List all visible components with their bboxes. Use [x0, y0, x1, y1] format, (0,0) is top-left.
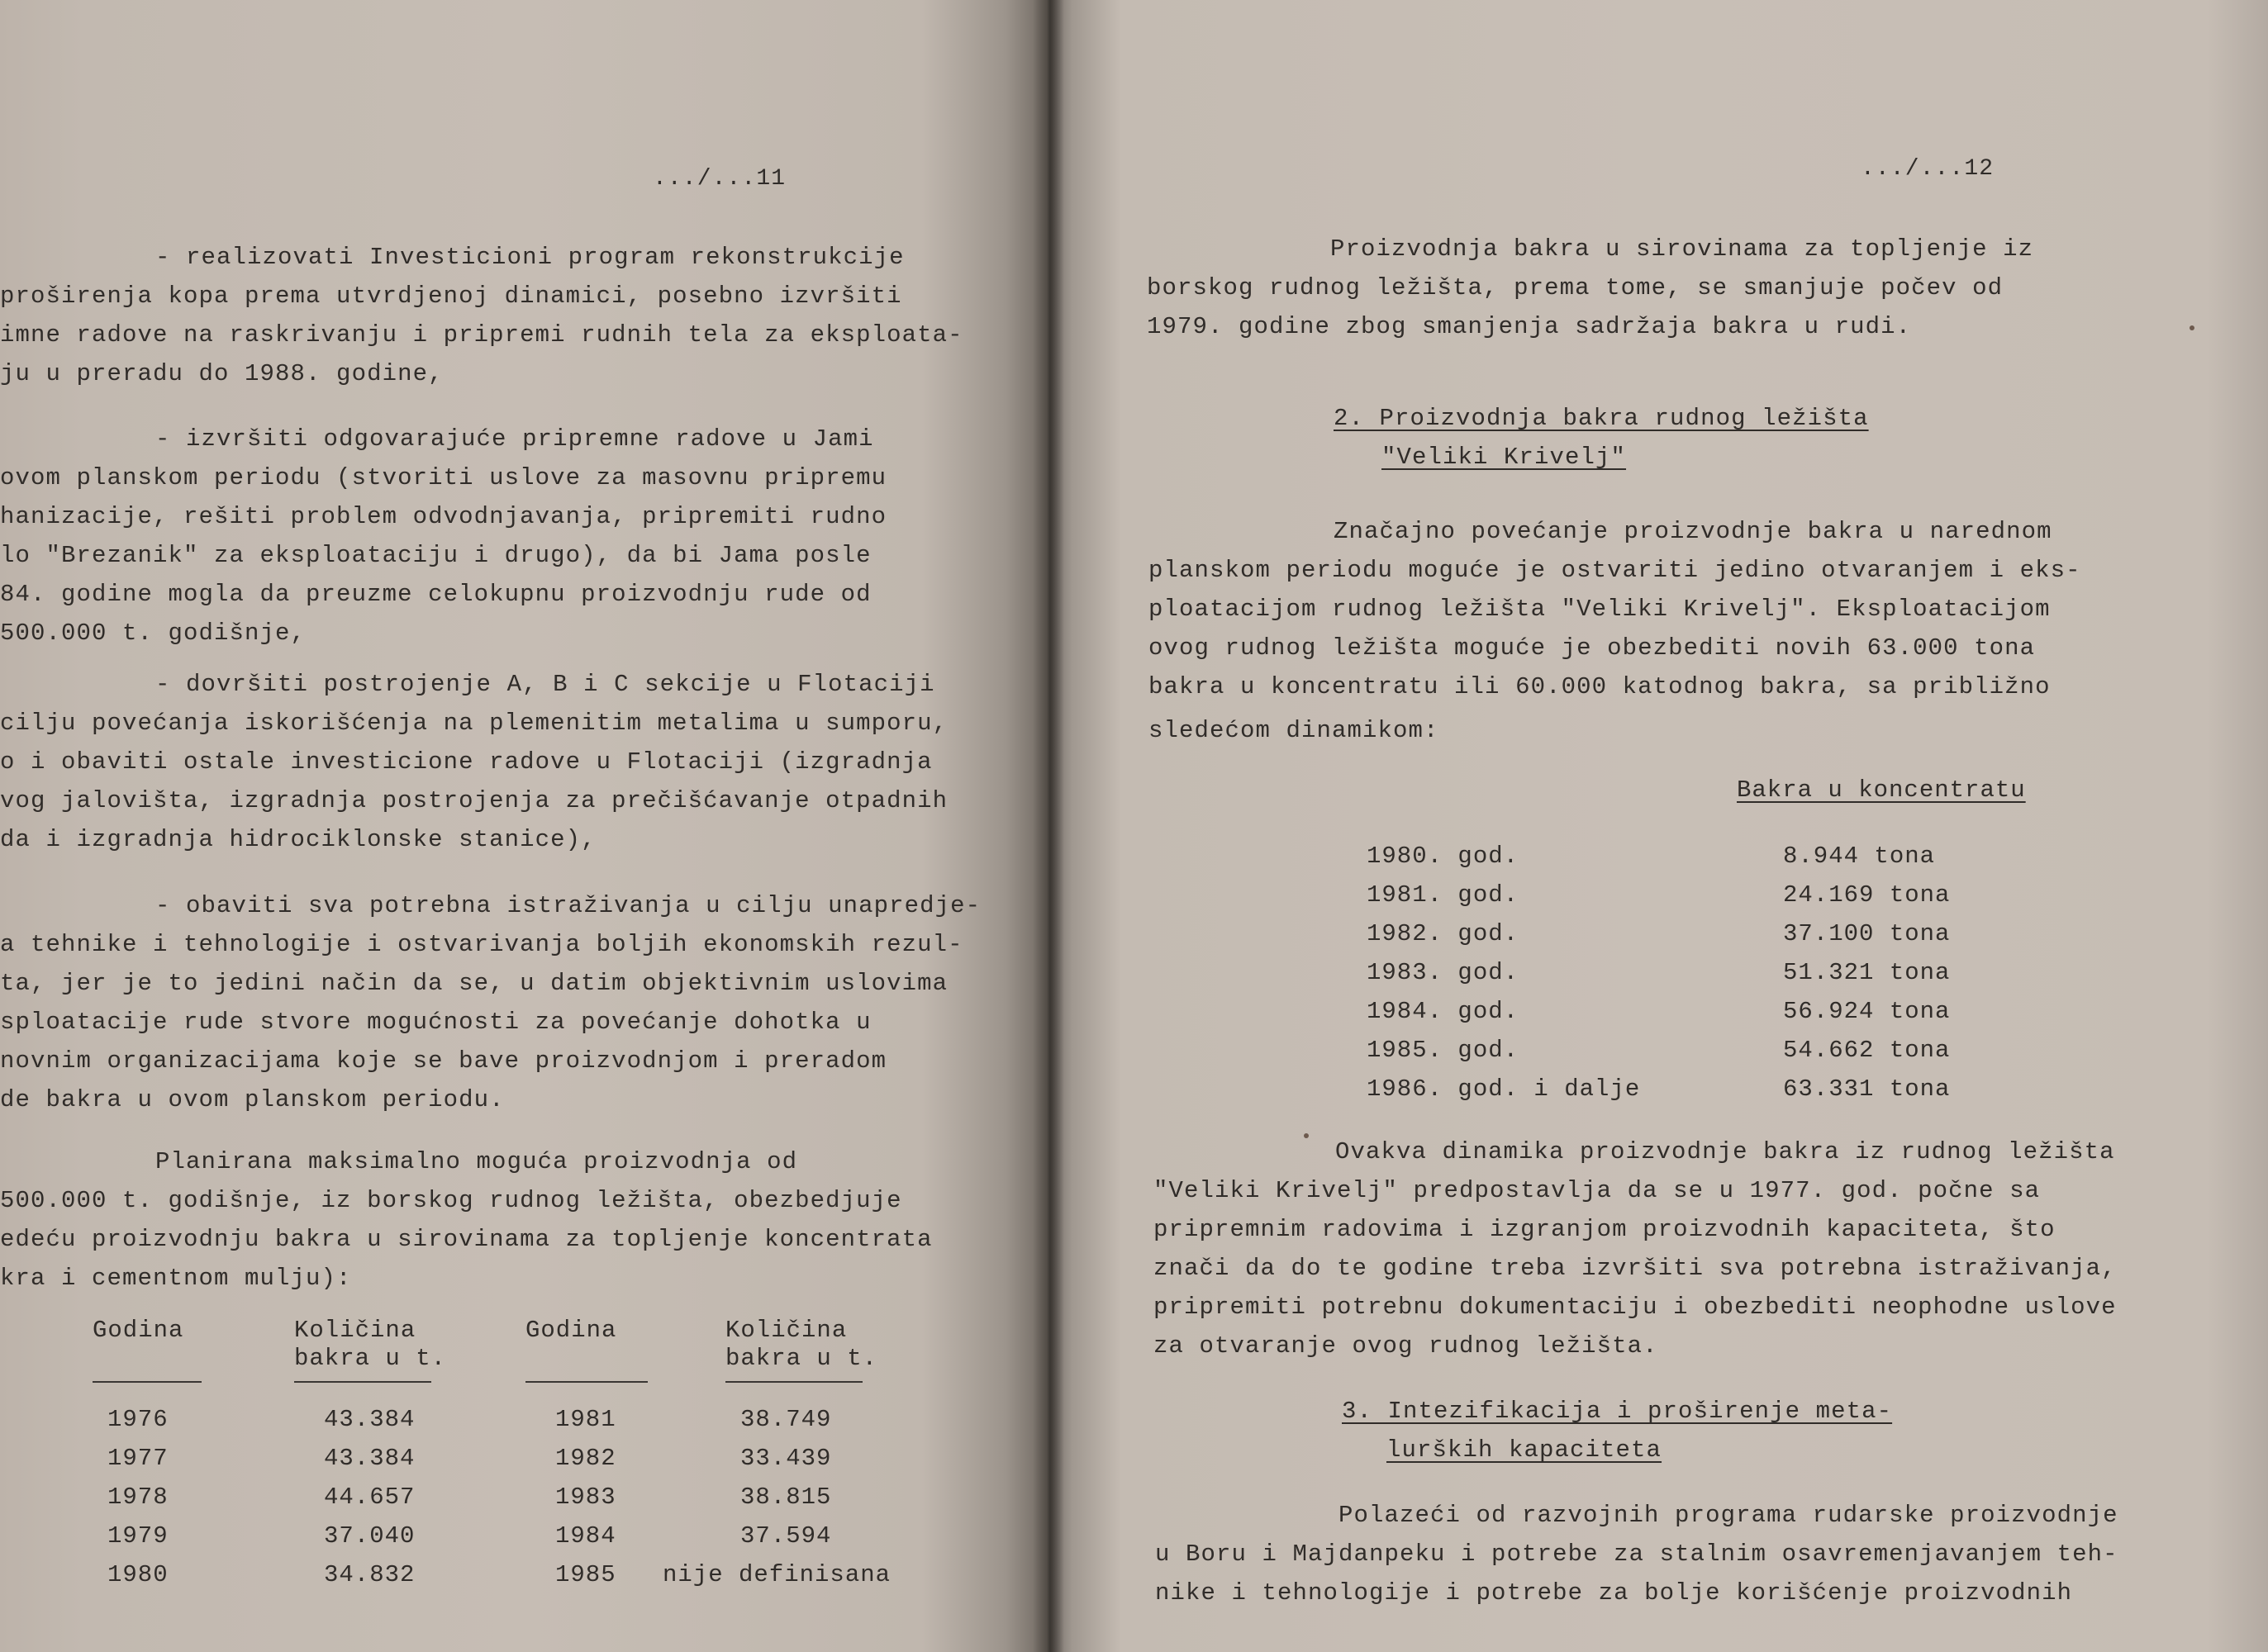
text-line: pripremiti potrebnu dokumentaciju i obezbediti neophodne uslove [1153, 1294, 2117, 1321]
text-line: - dovršiti postrojenje A, B i C sekcije u Flotaciji [155, 671, 935, 698]
section-heading: 3. Intezifikacija i proširenje meta- [1342, 1398, 1893, 1425]
table-cell: 37.040 [324, 1522, 416, 1550]
table-cell: 1981. god. [1367, 881, 1519, 909]
text-line: pripremnim radovima i izgranjom proizvodnih kapaciteta, što [1153, 1216, 2056, 1243]
text-line: Značajno povećanje proizvodnje bakra u narednom [1334, 518, 2052, 545]
text-line: sploatacije rude stvore mogućnosti za povećanje dohotka u [0, 1009, 872, 1036]
text-line: borskog rudnog ležišta, prema tome, se smanjuje počev od [1147, 274, 2004, 301]
table-cell: 8.944 tona [1783, 843, 1936, 870]
text-line: hanizacije, rešiti problem odvodnjavanja, pripremiti rudno [0, 503, 887, 530]
table-cell: 1981 [555, 1406, 616, 1433]
text-line: novnim organizacijama koje se bave proizvodnjom i preradom [0, 1047, 887, 1075]
table-cell: 37.594 [740, 1522, 832, 1550]
text-line: Ovakva dinamika proizvodnje bakra iz rudnog ležišta [1335, 1138, 2115, 1165]
text-line: u Boru i Majdanpeku i potrebe za stalnim osavremenjavanjem teh- [1155, 1540, 2118, 1568]
table-cell: 24.169 tona [1783, 881, 1951, 909]
text-line: cilju povećanja iskorišćenja na plemenitim metalima u sumporu, [0, 710, 949, 737]
text-line: 84. godine mogla da preuzme celokupnu proizvodnju rude od [0, 581, 872, 608]
text-line: de bakra u ovom planskom periodu. [0, 1086, 505, 1113]
text-line: za otvaranje ovog rudnog ležišta. [1153, 1332, 1658, 1360]
table-cell: 1979 [107, 1522, 169, 1550]
table-cell: 1980 [107, 1561, 169, 1588]
table-cell: 54.662 tona [1783, 1037, 1951, 1064]
text-line: nike i tehnologije i potrebe za bolje korišćenje proizvodnih [1155, 1579, 2073, 1607]
table-cell: 1976 [107, 1406, 169, 1433]
text-line: - realizovati Investicioni program rekonstrukcije [155, 244, 905, 271]
text-line: "Veliki Krivelj" predpostavlja da se u 1977. god. počne sa [1153, 1177, 2041, 1204]
text-line: ovom planskom periodu (stvoriti uslove za masovnu pripremu [0, 464, 887, 491]
table-header: Godina [93, 1317, 184, 1344]
text-line: ovog rudnog ležišta moguće je obezbediti novih 63.000 tona [1148, 634, 2036, 662]
table-header: Godina [525, 1317, 617, 1344]
text-line: vog jalovišta, izgradnja postrojenja za prečišćavanje otpadnih [0, 787, 949, 814]
table-cell: 1984 [555, 1522, 616, 1550]
text-line: planskom periodu moguće je ostvariti jedino otvaranjem i eks- [1148, 557, 2081, 584]
table-cell: 37.100 tona [1783, 920, 1951, 947]
table-header: Količina bakra u t. [294, 1317, 447, 1372]
table-cell: 63.331 tona [1783, 1075, 1951, 1103]
table-header: Količina bakra u t. [725, 1317, 878, 1372]
header-rule [294, 1381, 431, 1383]
table-cell: 1982 [555, 1445, 616, 1472]
text-line: proširenja kopa prema utvrdjenoj dinamici, posebno izvršiti [0, 282, 902, 310]
text-line: kra i cementnom mulju): [0, 1265, 352, 1292]
table-cell: 43.384 [324, 1406, 416, 1433]
text-line: ju u preradu do 1988. godine, [0, 360, 444, 387]
section-heading: "Veliki Krivelj" [1381, 444, 1627, 471]
left-page [0, 0, 1048, 1652]
text-line: ploatacijom rudnog ležišta "Veliki Krivelj". Eksploatacijom [1148, 596, 2051, 623]
text-line: znači da do te godine treba izvršiti sva potrebna istraživanja, [1153, 1255, 2117, 1282]
table-header: Bakra u koncentratu [1737, 776, 2026, 804]
table-cell: 1983. god. [1367, 959, 1519, 986]
text-line: - obaviti sva potrebna istraživanja u cilju unapredje- [155, 892, 982, 919]
section-heading: 2. Proizvodnja bakra rudnog ležišta [1334, 405, 1869, 432]
text-line: a tehnike i tehnologije i ostvarivanja boljih ekonomskih rezul- [0, 931, 963, 958]
table-cell: nije definisana [663, 1561, 892, 1588]
table-cell: 43.384 [324, 1445, 416, 1472]
table-cell: 1983 [555, 1483, 616, 1511]
header-rule [525, 1381, 648, 1383]
text-line: imne radove na raskrivanju i pripremi rudnih tela za eksploata- [0, 321, 963, 349]
table-cell: 51.321 tona [1783, 959, 1951, 986]
header-rule [93, 1381, 202, 1383]
right-page [1048, 0, 2268, 1652]
paper-speck [2190, 325, 2194, 330]
table-cell: 1984. god. [1367, 998, 1519, 1025]
table-cell: 34.832 [324, 1561, 416, 1588]
page-number: .../...11 [653, 166, 787, 192]
text-line: edeću proizvodnju bakra u sirovinama za topljenje koncentrata [0, 1226, 933, 1253]
text-line: - izvršiti odgovarajuće pripremne radove u Jami [155, 425, 874, 453]
table-cell: 1985 [555, 1561, 616, 1588]
text-line: 500.000 t. godišnje, iz borskog rudnog ležišta, obezbedjuje [0, 1187, 902, 1214]
book-gutter [1033, 0, 1064, 1652]
text-line: sledećom dinamikom: [1148, 717, 1439, 744]
table-cell: 1978 [107, 1483, 169, 1511]
text-line: 1979. godine zbog smanjenja sadržaja bakra u rudi. [1147, 313, 1912, 340]
paper-speck [1304, 1133, 1309, 1138]
table-cell: 38.815 [740, 1483, 832, 1511]
text-line: da i izgradnja hidrociklonske stanice), [0, 826, 597, 853]
text-line: ta, jer je to jedini način da se, u datim objektivnim uslovima [0, 970, 949, 997]
text-line: bakra u koncentratu ili 60.000 katodnog bakra, sa približno [1148, 673, 2051, 700]
page-number: .../...12 [1861, 156, 1995, 182]
text-line: Polazeći od razvojnih programa rudarske proizvodnje [1338, 1502, 2118, 1529]
table-cell: 56.924 tona [1783, 998, 1951, 1025]
text-line: Planirana maksimalno moguća proizvodnja od [155, 1148, 798, 1175]
table-cell: 44.657 [324, 1483, 416, 1511]
section-heading: lurških kapaciteta [1386, 1436, 1662, 1464]
table-cell: 1982. god. [1367, 920, 1519, 947]
table-cell: 1980. god. [1367, 843, 1519, 870]
table-cell: 1985. god. [1367, 1037, 1519, 1064]
header-rule [725, 1381, 863, 1383]
table-cell: 1986. god. i dalje [1367, 1075, 1641, 1103]
table-cell: 33.439 [740, 1445, 832, 1472]
text-line: Proizvodnja bakra u sirovinama za topljenje iz [1330, 235, 2034, 263]
text-line: lo "Brezanik" za eksploataciju i drugo), da bi Jama posle [0, 542, 872, 569]
text-line: 500.000 t. godišnje, [0, 620, 307, 647]
table-cell: 1977 [107, 1445, 169, 1472]
table-cell: 38.749 [740, 1406, 832, 1433]
text-line: o i obaviti ostale investicione radove u Flotaciji (izgradnja [0, 748, 933, 776]
